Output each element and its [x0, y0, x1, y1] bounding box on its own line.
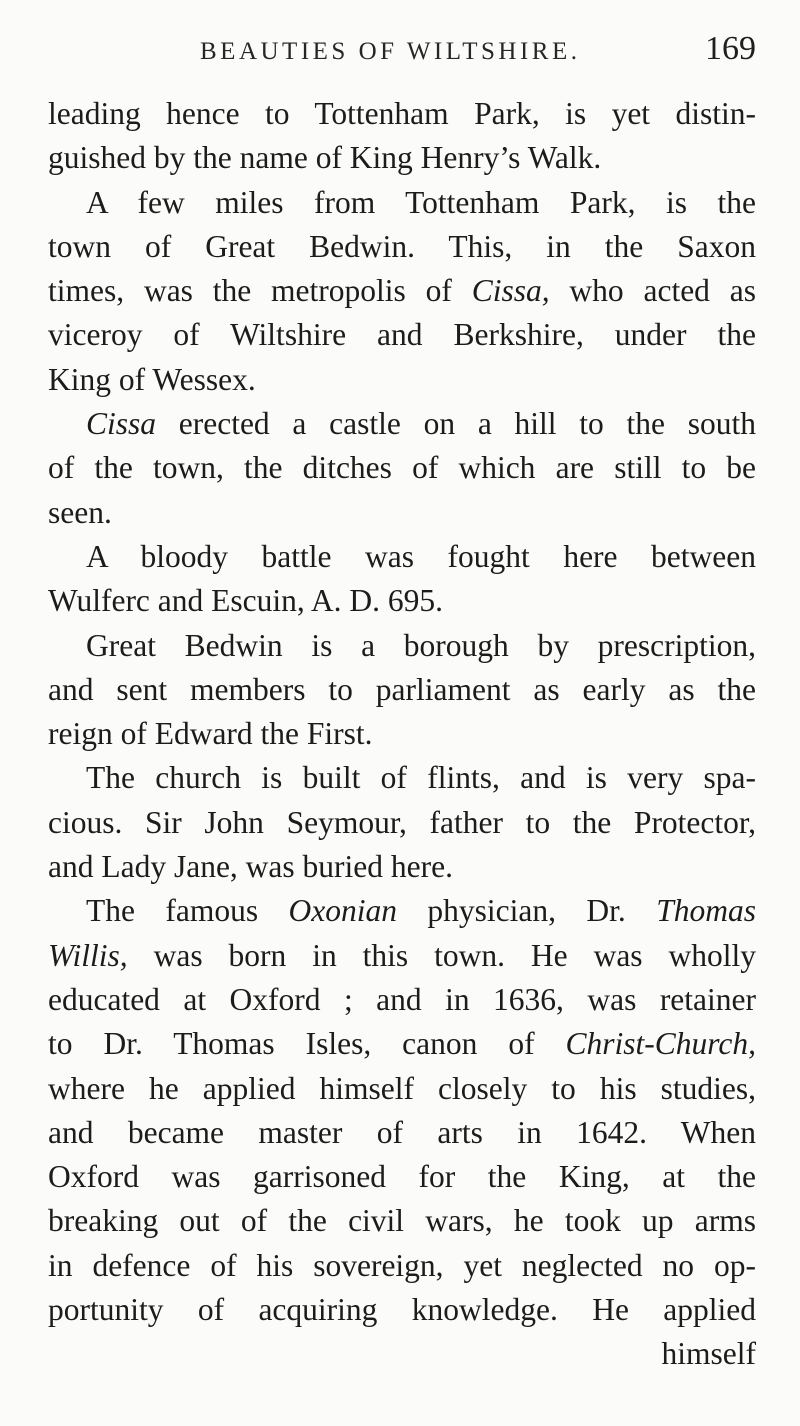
italic-name: Cissa [86, 406, 157, 442]
text-line: in defence of his sovereign, yet neglected no op- [48, 1247, 756, 1283]
catchword: himself [661, 1336, 756, 1372]
text-line: breaking out of the civil wars, he took up arms [48, 1203, 756, 1239]
text-line: guished by the name of King Henry’s Walk. [48, 140, 602, 176]
text-line: where he applied himself closely to his studies, [48, 1070, 756, 1106]
text-line: The church is built of flints, and is very spa- [86, 760, 756, 796]
italic-name: Oxonian [288, 893, 398, 929]
text-line: Cissa erected a castle on a hill to the south [86, 406, 756, 442]
text-line: viceroy of Wiltshire and Berkshire, under the [48, 317, 756, 353]
body-text [48, 92, 756, 1377]
text-line: A bloody battle was fought here between [86, 538, 756, 574]
text-line: and sent members to parliament as early as the [48, 671, 756, 707]
text-line: cious. Sir John Seymour, father to the Protector, [48, 804, 756, 840]
text-line: to Dr. Thomas Isles, canon of Christ-Church, [48, 1026, 756, 1062]
text-line: reign of Edward the First. [48, 716, 373, 752]
text-line: Oxford was garrisoned for the King, at the [48, 1159, 756, 1195]
page-header [48, 28, 756, 72]
text-line: times, was the metropolis of Cissa, who acted as [48, 273, 756, 309]
text-line: educated at Oxford ; and in 1636, was retainer [48, 981, 756, 1017]
page-number: 169 [705, 30, 756, 67]
text-line: Wulferc and Escuin, A. D. 695. [48, 583, 444, 619]
text-line: A few miles from Tottenham Park, is the [86, 184, 756, 220]
text-line: The famous Oxonian physician, Dr. Thomas [86, 893, 756, 929]
italic-name: Cissa, [471, 273, 550, 309]
text-line: seen. [48, 494, 112, 530]
text-line: and became master of arts in 1642. When [48, 1114, 756, 1150]
text-line: town of Great Bedwin. This, in the Saxon [48, 228, 756, 264]
running-title: BEAUTIES OF WILTSHIRE. [200, 38, 581, 65]
text-line: leading hence to Tottenham Park, is yet distin- [48, 96, 756, 131]
text-line: of the town, the ditches of which are still to be [48, 450, 756, 486]
text-line: portunity of acquiring knowledge. He applied [48, 1292, 756, 1328]
italic-name: Willis, [48, 937, 128, 973]
text-line: Great Bedwin is a borough by prescription, [86, 627, 756, 663]
text-line: King of Wessex. [48, 361, 256, 397]
italic-name: Thomas [656, 893, 756, 929]
text-line: and Lady Jane, was buried here. [48, 849, 453, 885]
italic-name: Christ-Church, [565, 1026, 756, 1062]
text-line: Willis, was born in this town. He was wholly [48, 937, 756, 973]
